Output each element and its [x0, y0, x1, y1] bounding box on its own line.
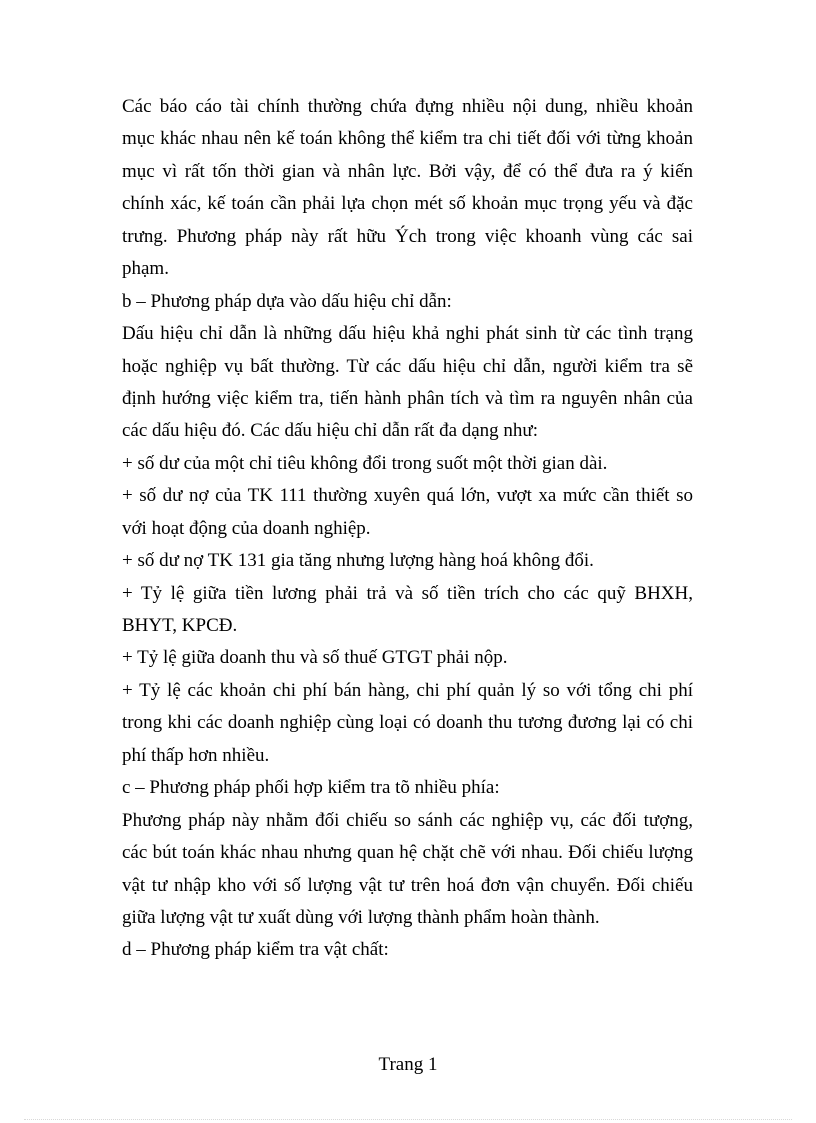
page-footer: Trang 1	[378, 1054, 438, 1075]
text-line: giữa lượng vật tư xuất dùng với lượng thành phẩm hoàn thành.	[122, 906, 600, 928]
text-line: + Tỷ lệ các khoản chi phí bán hàng, chi phí quản lý so với tổng chi phí	[122, 679, 693, 701]
text-line: trong khi các doanh nghiệp cùng loại có doanh thu tương đương lại có chi	[122, 712, 693, 734]
text-line: mục vì rất tốn thời gian và nhân lực. Bởi vậy, để có thể đưa ra ý kiến	[122, 160, 693, 182]
text-line: d – Phương pháp kiểm tra vật chất:	[122, 939, 389, 961]
text-line: với hoạt động của doanh nghiệp.	[122, 517, 371, 539]
text-line: c – Phương pháp phối hợp kiểm tra tõ nhiều phía:	[122, 777, 500, 799]
text-line: + Tỷ lệ giữa tiền lương phải trả và số tiền trích cho các quỹ BHXH,	[122, 582, 693, 604]
document-body	[122, 91, 693, 967]
text-line: hoặc nghiệp vụ bất thường. Từ các dấu hiệu chỉ dẫn, người kiểm tra sẽ	[122, 355, 693, 377]
text-line: b – Phương pháp dựa vào dấu hiệu chỉ dẫn:	[122, 290, 452, 312]
text-line: + số dư nợ của TK 111 thường xuyên quá lớn, vượt xa mức cần thiết so	[122, 485, 693, 507]
text-line: định hướng việc kiểm tra, tiến hành phân tích và tìm ra nguyên nhân của	[122, 387, 693, 409]
text-line: BHYT, KPCĐ.	[122, 615, 238, 636]
page-bottom-divider	[24, 1119, 792, 1120]
text-line: phạm.	[122, 258, 169, 280]
text-line: chính xác, kế toán cần phải lựa chọn mét số khoản mục trọng yếu và đặc	[122, 193, 693, 215]
text-line: Dấu hiệu chỉ dẫn là những dấu hiệu khả nghi phát sinh từ các tình trạng	[122, 323, 693, 345]
text-line: trưng. Phương pháp này rất hữu Ých trong việc khoanh vùng các sai	[122, 225, 693, 247]
text-line: mục khác nhau nên kế toán không thể kiểm tra chi tiết đối với từng khoản	[122, 128, 693, 150]
text-line: Phương pháp này nhằm đối chiếu so sánh các nghiệp vụ, các đối tượng,	[122, 809, 693, 831]
text-line: Các báo cáo tài chính thường chứa đựng nhiều nội dung, nhiều khoản	[122, 96, 693, 117]
text-line: phí thấp hơn nhiều.	[122, 744, 270, 766]
text-line: + Tỷ lệ giữa doanh thu và số thuế GTGT phải nộp.	[122, 647, 508, 669]
text-line: + số dư nợ TK 131 gia tăng nhưng lượng hàng hoá không đổi.	[122, 550, 594, 572]
text-line: vật tư nhập kho với số lượng vật tư trên hoá đơn vận chuyển. Đối chiếu	[122, 874, 693, 896]
text-line: các bút toán khác nhau nhưng quan hệ chặt chẽ với nhau. Đối chiếu lượng	[122, 842, 693, 864]
text-line: các dấu hiệu đó. Các dấu hiệu chỉ dẫn rất đa dạng như:	[122, 420, 539, 442]
text-line: + số dư của một chỉ tiêu không đổi trong suốt một thời gian dài.	[122, 452, 608, 474]
